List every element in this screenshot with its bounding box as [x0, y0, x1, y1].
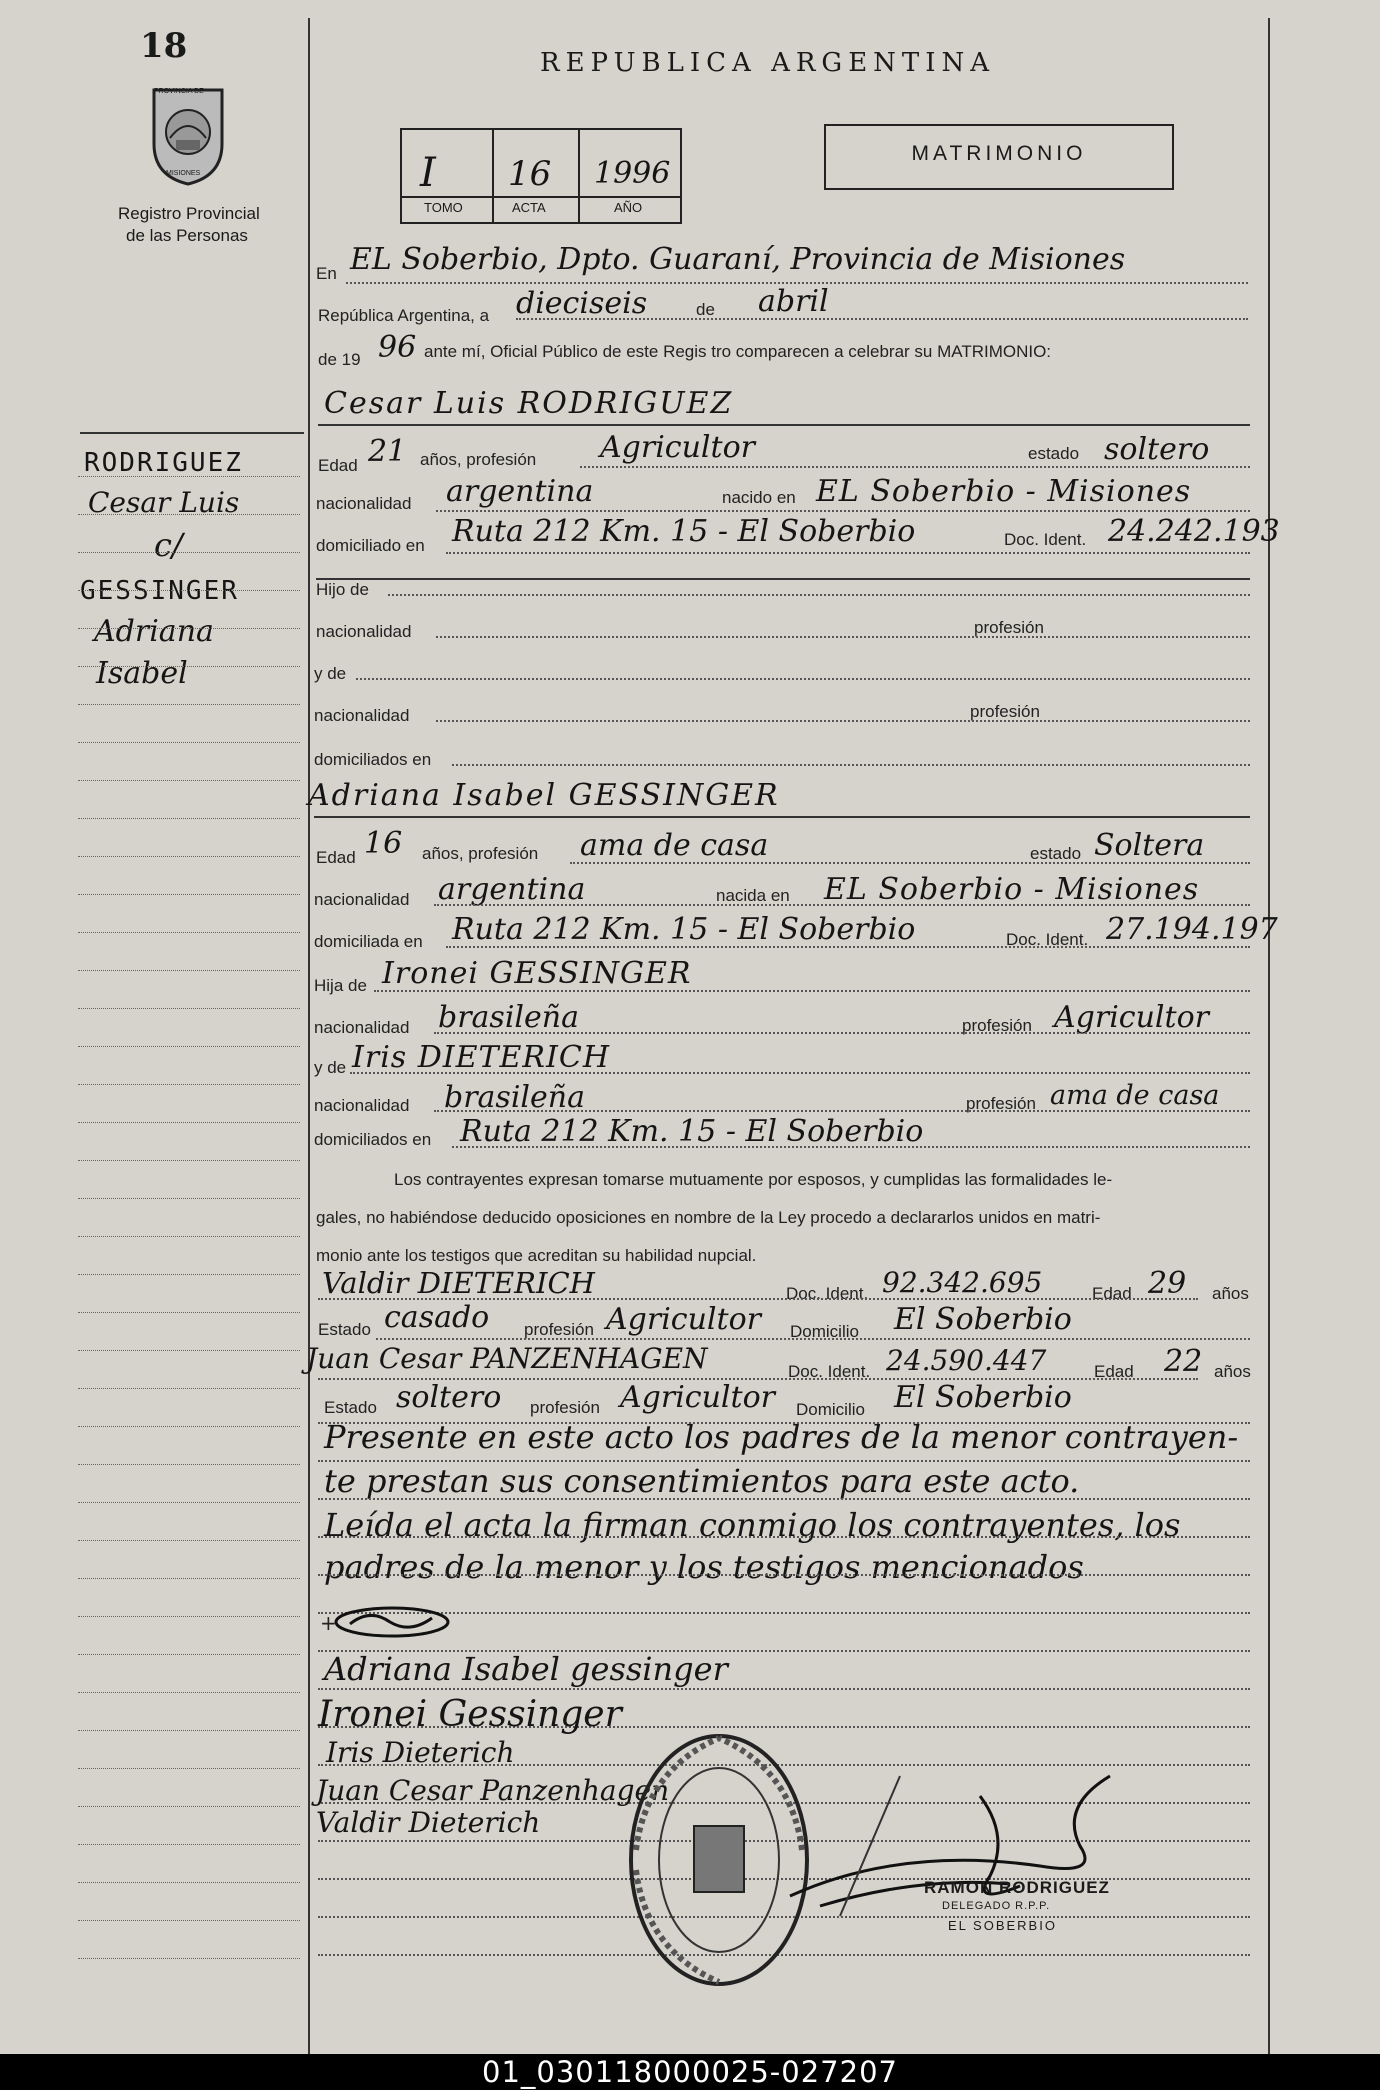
- margin-ruled-line: [78, 1616, 300, 1617]
- groom-hijo-rule: [316, 578, 1250, 580]
- margin-ruled-line: [78, 1730, 300, 1731]
- bride-hija-line: [374, 990, 1250, 992]
- groom-age: 21: [368, 434, 407, 469]
- tomo-value: I: [420, 150, 436, 196]
- bride-parents-domicile: Ruta 212 Km. 15 - El Soberbio: [460, 1114, 924, 1149]
- witness2-profession: Agricultor: [620, 1380, 775, 1415]
- margin-ruled-line: [78, 552, 300, 553]
- groom-name-line: [318, 424, 1250, 426]
- groom-nac1-label: nacionalidad: [316, 622, 412, 641]
- bride-yde-line: [350, 1072, 1250, 1074]
- republica-label: República Argentina, a: [318, 306, 490, 325]
- seal-text-top: PROVINCIA DE: [154, 88, 204, 95]
- bride-nac1-label: nacionalidad: [314, 1018, 410, 1037]
- margin-divider: [308, 18, 310, 2054]
- margin-ruled-line: [78, 894, 300, 895]
- bride-nac2-label: nacionalidad: [314, 1096, 410, 1115]
- margin-ruled-line: [78, 1958, 300, 1959]
- bride-dom2-label: domiciliados en: [314, 1130, 432, 1149]
- bride-father-profession: Agricultor: [1054, 1000, 1209, 1035]
- margin-ruled-line: [78, 1692, 300, 1693]
- bride-yde-label: y de: [314, 1058, 347, 1077]
- declaration-line3: monio ante los testigos que acreditan su habilidad nupcial.: [316, 1246, 757, 1265]
- bride-age: 16: [364, 826, 403, 861]
- witness1-age: 29: [1148, 1266, 1187, 1301]
- bride-estado: Soltera: [1094, 828, 1205, 863]
- anio-label: AÑO: [614, 200, 643, 215]
- groom-dom2-line: [452, 764, 1250, 766]
- witness1-domicile: El Soberbio: [894, 1302, 1072, 1337]
- place-value: EL Soberbio, Dpto. Guaraní, Provincia de Misiones: [350, 242, 1126, 277]
- acta-value: 16: [508, 154, 552, 194]
- witness1-estado-label: Estado: [318, 1320, 371, 1339]
- bride-father-nationality: brasileña: [438, 1000, 579, 1035]
- witness2-anos-label: años: [1214, 1362, 1251, 1381]
- witness2-dom-label: Domicilio: [796, 1400, 865, 1419]
- margin-groom-given: Cesar Luis: [88, 486, 240, 519]
- witness2-age: 22: [1164, 1344, 1203, 1379]
- year-rest: ante mí, Oficial Público de este Regis tro comparecen a celebrar su MATRIMONIO:: [424, 342, 1052, 361]
- bride-nac1-line: [434, 1032, 1250, 1034]
- margin-ruled-line: [78, 1198, 300, 1199]
- seal-text-bottom: MISIONES: [166, 170, 201, 177]
- margin-ruled-line: [78, 818, 300, 819]
- bride-edad-label: Edad: [316, 848, 356, 867]
- groom-nacido-label: nacido en: [722, 488, 796, 507]
- note-line4: padres de la menor y los testigos mencionados: [324, 1548, 1084, 1586]
- day-value: dieciseis: [516, 286, 648, 321]
- witness1-dom-label: Domicilio: [790, 1322, 859, 1341]
- bride-doc-label: Doc. Ident.: [1006, 930, 1089, 949]
- bride-anos-label: años, profesión: [422, 844, 539, 863]
- right-edge-rule: [1268, 18, 1270, 2054]
- groom-nac2-label: nacionalidad: [314, 706, 410, 725]
- signature-witness1: Valdir Dieterich: [316, 1806, 541, 1839]
- margin-ruled-line: [78, 1388, 300, 1389]
- margin-ruled-line: [78, 704, 300, 705]
- margin-ruled-line: [78, 1312, 300, 1313]
- witness1-edad-label: Edad: [1092, 1284, 1132, 1303]
- body-ruled-line: [318, 1460, 1250, 1462]
- bride-name: Adriana Isabel GESSINGER: [308, 778, 780, 813]
- bride-nac2-line: [434, 1110, 1250, 1112]
- bride-dom-line: [446, 946, 1250, 948]
- margin-connector: c/: [154, 526, 183, 564]
- body-ruled-line: [318, 1536, 1250, 1538]
- year-suffix: 96: [378, 330, 417, 365]
- margin-ruled-line: [78, 666, 300, 667]
- bride-nacida-label: nacida en: [716, 886, 790, 905]
- margin-ruled-line: [78, 742, 300, 743]
- margin-groom-surname: RODRIGUEZ: [84, 448, 243, 478]
- signature-father: Ironei Gessinger: [318, 1694, 622, 1735]
- witness1-anos-label: años: [1212, 1284, 1249, 1303]
- margin-ruled-line: [78, 1350, 300, 1351]
- document-id-footer: 01_030118000025-027207: [0, 2054, 1380, 2090]
- margin-ruled-line: [78, 1464, 300, 1465]
- note-line3: Leída el acta la firman conmigo los contrayentes, los: [324, 1506, 1181, 1544]
- registry-name-line2: de las Personas: [126, 226, 248, 245]
- margin-ruled-line: [78, 1426, 300, 1427]
- bride-nac-label: nacionalidad: [314, 890, 410, 909]
- official-office: EL SOBERBIO: [948, 1918, 1057, 1933]
- bride-doc: 27.194.197: [1106, 912, 1278, 947]
- groom-nac-line: [436, 510, 1250, 512]
- en-label: En: [316, 264, 337, 283]
- year-prefix: de 19: [318, 350, 361, 369]
- margin-ruled-line: [78, 856, 300, 857]
- margin-ruled-line: [78, 1160, 300, 1161]
- witness1-name: Valdir DIETERICH: [322, 1266, 595, 1300]
- declaration-line2: gales, no habiéndose deducido oposiciones en nombre de la Ley procedo a declararlos unidos en matri-: [316, 1208, 1101, 1227]
- margin-ruled-line: [78, 1768, 300, 1769]
- body-ruled-line: [318, 1688, 1250, 1690]
- groom-doc: 24.242.193: [1108, 514, 1280, 549]
- bride-dom2-line: [452, 1146, 1250, 1148]
- declaration-line1: Los contrayentes expresan tomarse mutuamente por esposos, y cumplidas las formalidades le-: [394, 1170, 1113, 1189]
- margin-ruled-line: [78, 932, 300, 933]
- bride-prof1-label: profesión: [962, 1016, 1032, 1035]
- official-name: RAMON RODRIGUEZ: [924, 1878, 1110, 1897]
- groom-hijo-label: Hijo de: [316, 580, 369, 599]
- bride-nac-line: [434, 904, 1250, 906]
- bride-dom-label: domiciliada en: [314, 932, 423, 951]
- note-line1: Presente en este acto los padres de la menor contrayen-: [324, 1418, 1239, 1456]
- groom-yde-line: [356, 678, 1250, 680]
- margin-ruled-line: [78, 1844, 300, 1845]
- margin-ruled-line: [78, 1806, 300, 1807]
- margin-ruled-line: [78, 590, 300, 591]
- margin-ruled-line: [78, 514, 300, 515]
- groom-dom-label: domiciliado en: [316, 536, 425, 555]
- body-ruled-line: [318, 1422, 1250, 1424]
- de-label: de: [696, 300, 715, 319]
- bride-birthplace: EL Soberbio - Misiones: [824, 872, 1200, 907]
- witness2-name: Juan Cesar PANZENHAGEN: [306, 1342, 708, 1375]
- margin-ruled-line: [78, 476, 300, 477]
- margin-ruled-line: [78, 1882, 300, 1883]
- groom-nac-label: nacionalidad: [316, 494, 412, 513]
- bride-mother-nationality: brasileña: [444, 1080, 585, 1115]
- margin-ruled-line: [78, 1122, 300, 1123]
- signature-mother: Iris Dieterich: [326, 1736, 515, 1769]
- month-value: abril: [758, 284, 829, 319]
- page-number: 18: [140, 26, 188, 66]
- witness1-doc-label: Doc. Ident.: [786, 1284, 869, 1303]
- margin-ruled-line: [78, 1540, 300, 1541]
- groom-hijo-line: [388, 594, 1250, 596]
- witness1-profession: Agricultor: [606, 1302, 761, 1337]
- margin-top-rule: [80, 432, 304, 434]
- official-signature: [780, 1756, 1140, 1941]
- body-ruled-line: [318, 1498, 1250, 1500]
- witness1-estado: casado: [384, 1300, 490, 1335]
- bride-father: Ironei GESSINGER: [382, 956, 692, 991]
- note-line2: te prestan sus consentimientos para este acto.: [324, 1462, 1080, 1500]
- margin-ruled-line: [78, 780, 300, 781]
- groom-birthplace: EL Soberbio - Misiones: [816, 474, 1192, 509]
- groom-nac1-line: [436, 636, 1250, 638]
- groom-edad-label: Edad: [318, 456, 358, 475]
- groom-estado-label: estado: [1028, 444, 1080, 463]
- groom-prof1-label: profesión: [974, 618, 1044, 637]
- witness2-doc-label: Doc. Ident.: [788, 1362, 871, 1381]
- acta-label: ACTA: [512, 200, 546, 215]
- bride-mother-profession: ama de casa: [1050, 1080, 1220, 1111]
- margin-ruled-line: [78, 1502, 300, 1503]
- groom-profession: Agricultor: [600, 430, 755, 465]
- country-title: REPUBLICA ARGENTINA: [540, 48, 996, 78]
- groom-doc-label: Doc. Ident.: [1004, 530, 1087, 549]
- margin-ruled-line: [78, 1274, 300, 1275]
- margin-ruled-line: [78, 1046, 300, 1047]
- groom-signature: [320, 1600, 470, 1649]
- bride-prof2-label: profesión: [966, 1094, 1036, 1113]
- groom-anos-label: años, profesión: [420, 450, 537, 469]
- margin-bride-given1: Adriana: [94, 614, 214, 649]
- margin-ruled-line: [78, 970, 300, 971]
- groom-prof2-label: profesión: [970, 702, 1040, 721]
- witness1-prof-label: profesión: [524, 1320, 594, 1339]
- registry-name-line1: Registro Provincial: [118, 204, 260, 223]
- margin-ruled-line: [78, 1084, 300, 1085]
- official-title: DELEGADO R.P.P.: [942, 1900, 1051, 1912]
- witness1-doc: 92.342.695: [882, 1266, 1043, 1299]
- margin-ruled-line: [78, 1236, 300, 1237]
- svg-text:+: +: [320, 1611, 337, 1635]
- groom-name: Cesar Luis RODRIGUEZ: [324, 386, 734, 421]
- witness2-edad-label: Edad: [1094, 1362, 1134, 1381]
- groom-dom-line: [446, 552, 1250, 554]
- date-line: [516, 318, 1248, 320]
- groom-nac2-line: [436, 720, 1250, 722]
- margin-ruled-line: [78, 1008, 300, 1009]
- groom-edad-line: [580, 466, 1250, 468]
- groom-domicile: Ruta 212 Km. 15 - El Soberbio: [452, 514, 916, 549]
- margin-ruled-line: [78, 1578, 300, 1579]
- witness2-domicile: El Soberbio: [894, 1380, 1072, 1415]
- bride-profession: ama de casa: [580, 828, 769, 863]
- witness2-estado: soltero: [396, 1380, 502, 1415]
- body-ruled-line: [318, 1574, 1250, 1576]
- bride-estado-label: estado: [1030, 844, 1082, 863]
- anio-value: 1996: [594, 156, 671, 191]
- groom-nationality: argentina: [446, 474, 594, 509]
- witness2-doc: 24.590.447: [886, 1344, 1047, 1377]
- witness1-line2: [376, 1338, 1250, 1340]
- bride-mother: Iris DIETERICH: [352, 1040, 610, 1075]
- margin-ruled-line: [78, 1654, 300, 1655]
- groom-estado: soltero: [1104, 432, 1210, 467]
- margin-ruled-line: [78, 628, 300, 629]
- groom-dom2-label: domiciliados en: [314, 750, 432, 769]
- signature-witness2: Juan Cesar Panzenhagen: [316, 1774, 670, 1807]
- bride-edad-line: [570, 862, 1250, 864]
- margin-bride-given2: Isabel: [96, 656, 188, 691]
- witness2-estado-label: Estado: [324, 1398, 377, 1417]
- groom-yde-label: y de: [314, 664, 347, 683]
- signature-bride: Adriana Isabel gessinger: [324, 1650, 728, 1688]
- act-type-label: MATRIMONIO: [911, 142, 1087, 165]
- bride-name-line: [314, 816, 1250, 818]
- bride-domicile: Ruta 212 Km. 15 - El Soberbio: [452, 912, 916, 947]
- bride-hija-label: Hija de: [314, 976, 367, 995]
- witness2-prof-label: profesión: [530, 1398, 600, 1417]
- bride-nationality: argentina: [438, 872, 586, 907]
- margin-ruled-line: [78, 1920, 300, 1921]
- margin-bride-surname: GESSINGER: [80, 576, 239, 606]
- tomo-label: TOMO: [424, 200, 463, 215]
